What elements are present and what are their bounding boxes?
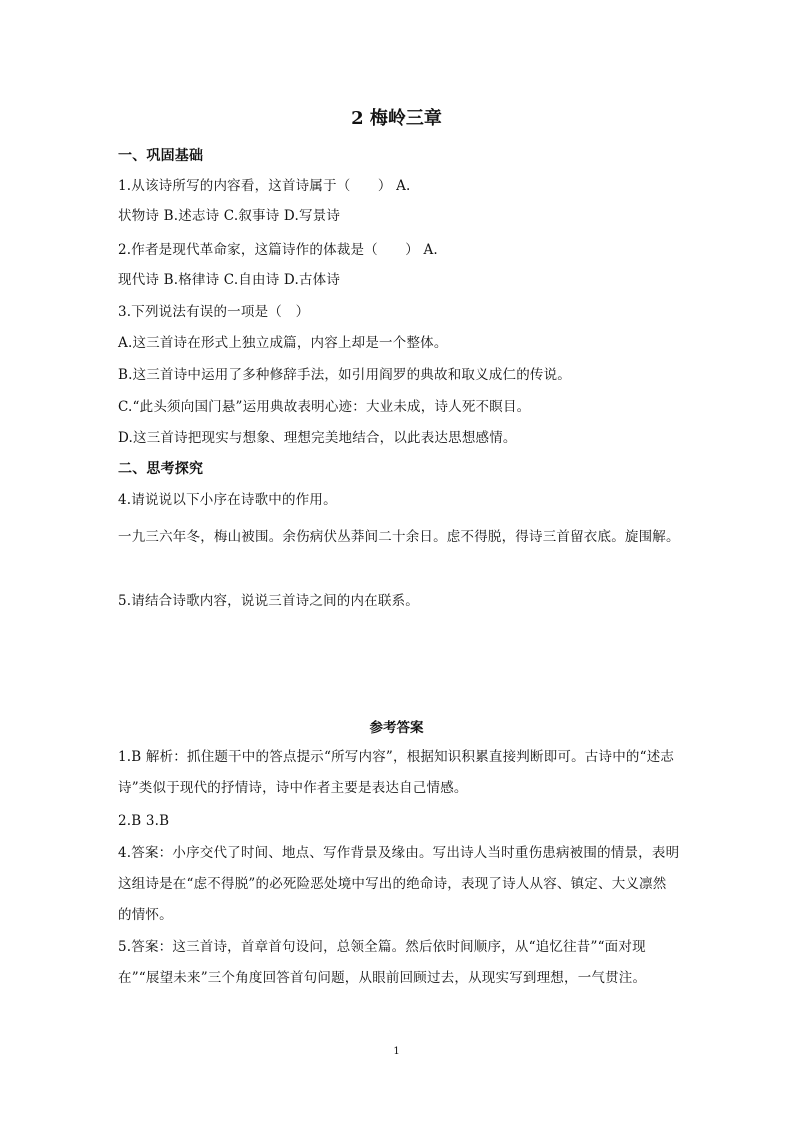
section-heading-basics: 一、巩固基础 [118,148,204,164]
question-3-stem: 3.下列说法有误的一项是（ ） [118,304,310,320]
question-3-option-c: C.“此头须向国门悬”运用典故表明心迹：大业未成，诗人死不瞑目。 [118,399,531,415]
answers-heading: 参考答案 [369,720,424,736]
question-4-preface: 一九三六年冬，梅山被围。余伤病伏丛莽间二十余日。虑不得脱，得诗三首留衣底。旋围解。 [118,529,680,545]
page-title: 2 梅岭三章 [351,108,442,129]
answer-5-line-2: 在”“展望未来”三个角度回答首句问题，从眼前回顾过去，从现实写到理想，一气贯注。 [118,970,647,986]
answer-1-line-1: 1.B 解析：抓住题干中的答点提示“所写内容”，根据知识积累直接判断即可。古诗中的“述志 [118,749,675,765]
answer-4-line-2: 这组诗是在“虑不得脱”的必死险恶处境中写出的绝命诗，表现了诗人从容、镇定、大义凛然 [118,876,667,892]
question-5-stem: 5.请结合诗歌内容，说说三首诗之间的内在联系。 [118,593,419,609]
answer-4-line-1: 4.答案：小序交代了时间、地点、写作背景及缘由。写出诗人当时重伤患病被围的情景，表明 [118,845,680,861]
question-3-option-d: D.这三首诗把现实与想象、理想完美地结合，以此表达思想感情。 [118,430,517,446]
question-2-stem: 2.作者是现代革命家，这篇诗作的体裁是（ ） A. [118,242,438,258]
answer-1-line-2: 诗”类似于现代的抒情诗，诗中作者主要是表达自己情感。 [118,780,468,796]
section-heading-thinking: 二、思考探究 [118,461,204,477]
answer-5-line-1: 5.答案：这三首诗，首章首句设问，总领全篇。然后依时间顺序，从“追忆往昔”“面对现 [118,939,646,955]
question-3-option-a: A.这三首诗在形式上独立成篇，内容上却是一个整体。 [118,335,448,351]
question-2-options: 现代诗 B.格律诗 C.自由诗 D.古体诗 [118,272,341,288]
answer-4-line-3: 的情怀。 [118,907,173,923]
question-4-stem: 4.请说说以下小序在诗歌中的作用。 [118,492,337,508]
page-number: 1 [393,1046,400,1057]
question-3-option-b: B.这三首诗中运用了多种修辞手法，如引用阎罗的典故和取义成仁的传说。 [118,367,572,383]
answer-2-3: 2.B 3.B [118,813,170,829]
question-1-stem: 1.从该诗所写的内容看，这首诗属于（ ） A. [118,178,411,194]
question-1-options: 状物诗 B.述志诗 C.叙事诗 D.写景诗 [118,208,341,224]
